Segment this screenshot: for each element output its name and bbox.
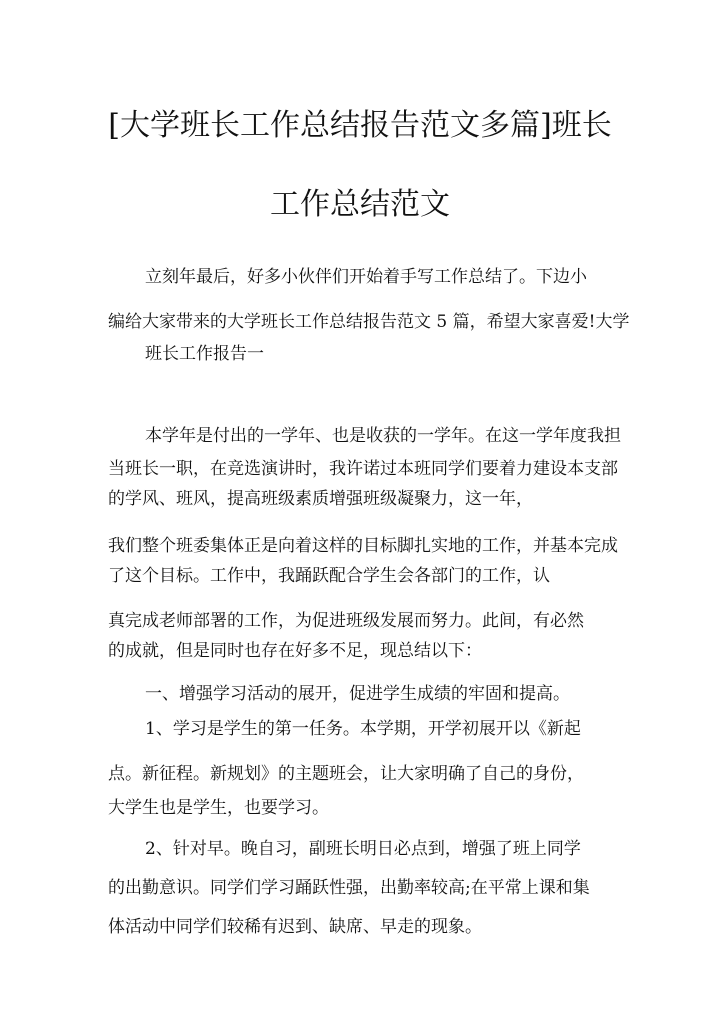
paragraph-2-line-2: 了这个目标。工作中，我踊跃配合学生会各部门的工作，认 [108,566,550,586]
item-1-line-2: 点。新征程。新规划》的主题班会，让大家明确了自己的身份， [108,764,584,784]
paragraph-1-line-2: 当班长一职，在竞选演讲时，我许诺过本班同学们要着力建设本支部 [108,459,618,479]
intro-line-2: 编给大家带来的大学班长工作总结报告范文 5 篇，希望大家喜爱!大学 [108,312,630,332]
section-heading-1: 一、增强学习活动的展开，促进学生成绩的牢固和提高。 [145,684,570,704]
section-heading-report-1: 班长工作报告一 [145,344,264,364]
document-title-line-1: [大学班长工作总结报告范文多篇]班长 [108,108,612,143]
item-1-line-1: 1、学习是学生的第一任务。本学期，开学初展开以《新起 [145,719,581,739]
paragraph-2-line-1: 我们整个班委集体正是向着这样的目标脚扎实地的工作，并基本完成 [108,536,618,556]
intro-line-1: 立刻年最后，好多小伙伴们开始着手写工作总结了。下边小 [145,267,587,287]
item-1-line-3: 大学生也是学生，也要学习。 [108,798,329,818]
document-title-line-2: 工作总结范文 [270,187,450,222]
item-2-line-2: 的出勤意识。同学们学习踊跃性强，出勤率较高;在平常上课和集 [108,878,590,898]
item-2-line-3: 体活动中同学们较稀有迟到、缺席、早走的现象。 [108,917,482,937]
paragraph-3-line-2: 的成就，但是同时也存在好多不足，现总结以下： [108,641,482,661]
item-2-line-1: 2、针对早。晚自习，副班长明日必点到，增强了班上同学 [145,839,581,859]
paragraph-1-line-3: 的学风、班风，提高班级素质增强班级凝聚力，这一年， [108,489,533,509]
paragraph-3-line-1: 真完成老师部署的工作，为促进班级发展而努力。此间，有必然 [108,611,584,631]
paragraph-1-line-1: 本学年是付出的一学年、也是收获的一学年。在这一学年度我担 [145,426,621,446]
